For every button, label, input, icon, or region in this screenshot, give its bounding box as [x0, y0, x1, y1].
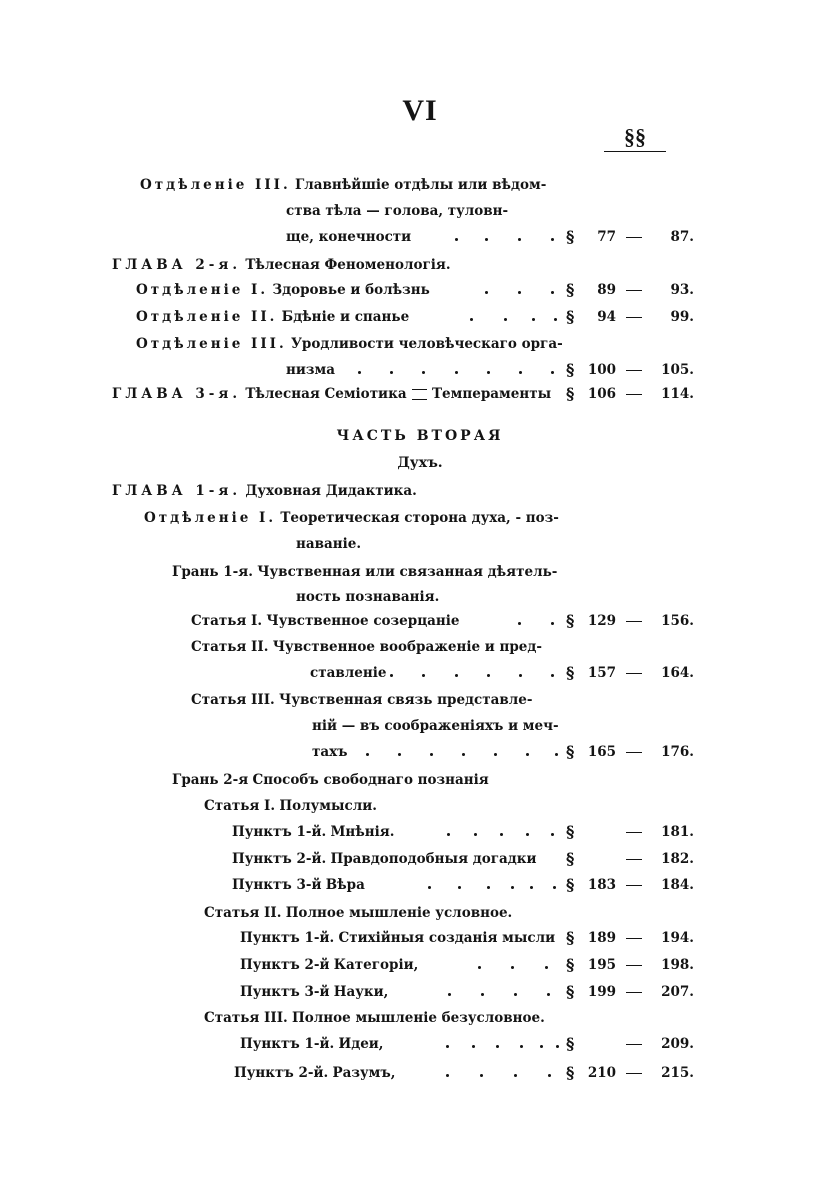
- entry-text-continuation: ства тѣла — голова, туловн-: [286, 203, 509, 219]
- section-from: 77: [597, 229, 616, 245]
- section-to: 176.: [661, 744, 694, 760]
- leader-dot: [547, 993, 550, 996]
- section-from: 157: [587, 665, 616, 681]
- leader-dot: [519, 674, 522, 677]
- toc-entry: [234, 1064, 395, 1082]
- section-to: 215.: [661, 1065, 694, 1081]
- entry-text: Чувственная связь представле-: [279, 692, 533, 708]
- toc-entry: [136, 281, 430, 299]
- leader-dot: [422, 674, 425, 677]
- leader-dot: [519, 371, 522, 374]
- leader-dot: [428, 886, 431, 889]
- section-symbol: §: [566, 663, 575, 682]
- toc-entry: [140, 176, 546, 194]
- section-to: 207.: [661, 984, 694, 1000]
- range-dash: [626, 859, 642, 860]
- leader-dot: [526, 833, 529, 836]
- leader-dot: [366, 753, 369, 756]
- leader-dot: [518, 238, 521, 241]
- sections-column-header: §§: [604, 124, 666, 152]
- toc-entry: [240, 983, 388, 1001]
- range-dash: [626, 290, 642, 291]
- article-label: Статья I.: [191, 613, 263, 629]
- toc-entry: [232, 823, 394, 841]
- range-dash: [626, 237, 642, 238]
- toc-entry: [144, 509, 559, 527]
- range-dash: [626, 938, 642, 939]
- leader-dot: [553, 886, 556, 889]
- leader-dot: [548, 1074, 551, 1077]
- section-symbol: §: [566, 280, 575, 299]
- entry-text-continuation: ще, конечности: [286, 229, 412, 245]
- entry-text: Чувственная или связанная дѣятель-: [257, 564, 558, 580]
- entry-text-continuation: тахъ: [312, 744, 348, 760]
- toc-entry: [112, 482, 417, 500]
- section-from: 129: [587, 613, 616, 629]
- toc-entry: [204, 797, 377, 815]
- division-label: Отдѣленіе III.: [136, 336, 287, 352]
- division-label: Отдѣленіе II.: [136, 309, 278, 325]
- entry-text: Полумысли.: [279, 798, 377, 814]
- section-symbol: §: [566, 928, 575, 947]
- leader-dot: [551, 622, 554, 625]
- entry-text: Вѣра: [325, 877, 365, 893]
- point-label: Пунктъ 3-й: [232, 877, 322, 893]
- leader-dot: [462, 753, 465, 756]
- leader-dot: [455, 238, 458, 241]
- page-number: VI: [402, 94, 438, 127]
- toc-entry: [136, 308, 409, 326]
- leader-dot: [358, 371, 361, 374]
- section-to: 198.: [661, 957, 694, 973]
- leader-dot: [500, 833, 503, 836]
- entry-text: Уродливости человѣческаго орга-: [290, 336, 563, 352]
- leader-dot: [485, 238, 488, 241]
- chapter-label: ГЛАВА 2-я.: [112, 257, 242, 273]
- entry-text: Разумъ,: [332, 1065, 396, 1081]
- section-from: 199: [587, 984, 616, 1000]
- toc-entry: [204, 904, 512, 922]
- section-symbol: §: [566, 742, 575, 761]
- leader-dot: [494, 753, 497, 756]
- leader-dot: [518, 622, 521, 625]
- leader-dot: [532, 318, 535, 321]
- section-symbol: §: [566, 227, 575, 246]
- leader-dot: [458, 886, 461, 889]
- section-from: 210: [587, 1065, 616, 1081]
- chapter-label: ГЛАВА 3-я.: [112, 386, 242, 402]
- point-label: Пунктъ 1-й.: [232, 824, 327, 840]
- section-to: 114.: [661, 386, 694, 402]
- entry-text: Способъ свободнаго познанія: [252, 772, 489, 788]
- leader-dot: [514, 1074, 517, 1077]
- leader-dot: [398, 753, 401, 756]
- leader-dot: [526, 753, 529, 756]
- leader-dot: [511, 966, 514, 969]
- section-symbol: §: [566, 849, 575, 868]
- entry-text: Чувственное воображеніе и пред-: [272, 639, 542, 655]
- range-dash: [626, 885, 642, 886]
- section-to: 182.: [661, 851, 694, 867]
- entry-text-continuation: наваніе.: [296, 536, 362, 552]
- section-from: 94: [597, 309, 616, 325]
- entry-text: Теоретическая сторона духа, - поз-: [280, 510, 559, 526]
- section-symbol: §: [566, 982, 575, 1001]
- range-dash: [626, 1073, 642, 1074]
- entry-text: Полное мышленіе безусловное.: [292, 1010, 545, 1026]
- section-to: 181.: [661, 824, 694, 840]
- leader-dot: [448, 993, 451, 996]
- leader-dot: [551, 833, 554, 836]
- section-to: 156.: [661, 613, 694, 629]
- leader-dot: [487, 886, 490, 889]
- entry-text: Науки,: [333, 984, 389, 1000]
- leader-dot: [480, 1074, 483, 1077]
- leader-dot: [485, 291, 488, 294]
- section-symbol: §: [566, 1034, 575, 1053]
- entry-text: Главнѣйшіе отдѣлы или вѣдом-: [294, 177, 547, 193]
- leader-dot: [551, 291, 554, 294]
- section-to: 209.: [661, 1036, 694, 1052]
- leader-dot: [470, 318, 473, 321]
- entry-text-continuation: ность познаванія.: [296, 589, 440, 605]
- point-label: Пунктъ 2-й: [240, 957, 330, 973]
- leader-dot: [540, 1045, 543, 1048]
- section-to: 164.: [661, 665, 694, 681]
- section-from: 89: [597, 282, 616, 298]
- leader-dot: [551, 674, 554, 677]
- section-from: 165: [587, 744, 616, 760]
- part-title: ЧАСТЬ ВТОРАЯ: [336, 428, 504, 444]
- leader-dot: [390, 371, 393, 374]
- toc-entry: [232, 876, 365, 894]
- leader-dot: [518, 291, 521, 294]
- entry-text: Стихійныя созданія мысли: [338, 930, 556, 946]
- leader-dot: [551, 371, 554, 374]
- entry-text: Идеи,: [338, 1036, 384, 1052]
- section-symbol: §: [566, 307, 575, 326]
- toc-entry: [204, 1009, 545, 1027]
- toc-entry: [240, 929, 555, 947]
- range-dash: [626, 992, 642, 993]
- leader-dot: [555, 753, 558, 756]
- section-to: 105.: [661, 362, 694, 378]
- entry-text: Мнѣнія.: [330, 824, 395, 840]
- range-dash: [626, 370, 642, 371]
- leader-dot: [390, 674, 393, 677]
- article-label: Статья III.: [204, 1010, 288, 1026]
- range-dash: [626, 621, 642, 622]
- toc-entry: [191, 612, 460, 630]
- section-to: 93.: [670, 282, 694, 298]
- section-symbol: §: [566, 875, 575, 894]
- division-label: Отдѣленіе I.: [136, 282, 269, 298]
- leader-dot: [530, 886, 533, 889]
- range-dash: [626, 752, 642, 753]
- leader-dot: [504, 318, 507, 321]
- leader-dot: [472, 1045, 475, 1048]
- entry-text: Тѣлесная Феноменологія.: [245, 257, 451, 273]
- leader-dot: [455, 371, 458, 374]
- equals-sign: [412, 389, 427, 400]
- leader-dot: [511, 886, 514, 889]
- range-dash: [626, 394, 642, 395]
- section-symbol: §: [566, 360, 575, 379]
- section-to: 184.: [661, 877, 694, 893]
- leader-dot: [430, 753, 433, 756]
- section-symbol: §: [566, 955, 575, 974]
- leader-dot: [478, 966, 481, 969]
- leader-dot: [481, 993, 484, 996]
- range-dash: [626, 317, 642, 318]
- facet-label: Грань 1-я.: [172, 564, 253, 580]
- facet-label: Грань 2-я: [172, 772, 249, 788]
- entry-text: Темпераменты: [432, 386, 552, 402]
- point-label: Пунктъ 1-й.: [240, 1036, 335, 1052]
- article-label: Статья II.: [204, 905, 282, 921]
- section-from: 100: [587, 362, 616, 378]
- section-to: 99.: [670, 309, 694, 325]
- section-from: 106: [587, 386, 616, 402]
- leader-dot: [446, 1074, 449, 1077]
- toc-entry: [191, 638, 542, 656]
- leader-dot: [487, 674, 490, 677]
- leader-dot: [556, 1045, 559, 1048]
- section-to: 87.: [670, 229, 694, 245]
- leader-dot: [554, 318, 557, 321]
- toc-entry: [172, 771, 489, 789]
- leader-dot: [422, 371, 425, 374]
- leader-dot: [455, 674, 458, 677]
- entry-text: Тѣлесная Семіотика: [245, 386, 407, 402]
- toc-entry: [240, 956, 418, 974]
- leader-dot: [514, 993, 517, 996]
- section-from: 189: [587, 930, 616, 946]
- division-label: Отдѣленіе I.: [144, 510, 277, 526]
- entry-text-continuation: низма: [286, 362, 335, 378]
- range-dash: [626, 673, 642, 674]
- leader-dot: [551, 238, 554, 241]
- article-label: Статья I.: [204, 798, 276, 814]
- section-symbol: §: [566, 1063, 575, 1082]
- entry-text: Правдоподобныя догадки: [330, 851, 537, 867]
- article-label: Статья II.: [191, 639, 269, 655]
- toc-entry: [112, 256, 451, 274]
- leader-dot: [496, 1045, 499, 1048]
- section-symbol: §: [566, 822, 575, 841]
- entry-text: Бдѣніе и спанье: [281, 309, 410, 325]
- section-to: 194.: [661, 930, 694, 946]
- leader-dot: [545, 966, 548, 969]
- section-symbol: §: [566, 611, 575, 630]
- toc-entry: [240, 1035, 384, 1053]
- entry-text: Чувственное созерцаніе: [266, 613, 460, 629]
- leader-dot: [446, 1045, 449, 1048]
- article-label: Статья III.: [191, 692, 275, 708]
- range-dash: [626, 832, 642, 833]
- range-dash: [626, 965, 642, 966]
- point-label: Пунктъ 3-й: [240, 984, 330, 1000]
- entry-text-continuation: ставленіе: [310, 665, 387, 681]
- section-from: 183: [587, 877, 616, 893]
- toc-entry: [172, 563, 557, 581]
- toc-entry: [136, 335, 563, 353]
- section-from: 195: [587, 957, 616, 973]
- entry-text: Категоріи,: [333, 957, 419, 973]
- toc-entry: [112, 385, 407, 403]
- entry-text-continuation: ній — въ соображеніяхъ и меч-: [312, 718, 559, 734]
- leader-dot: [520, 1045, 523, 1048]
- entry-text: Полное мышленіе условное.: [285, 905, 513, 921]
- section-symbol: §: [566, 384, 575, 403]
- entry-text: Духовная Дидактика.: [245, 483, 417, 499]
- leader-dot: [447, 833, 450, 836]
- part-subtitle: Духъ.: [397, 455, 443, 471]
- range-dash: [626, 1044, 642, 1045]
- point-label: Пунктъ 1-й.: [240, 930, 335, 946]
- point-label: Пунктъ 2-й.: [234, 1065, 329, 1081]
- entry-text: Здоровье и болѣзнь: [272, 282, 430, 298]
- leader-dot: [487, 371, 490, 374]
- toc-entry: [232, 850, 537, 868]
- leader-dot: [474, 833, 477, 836]
- division-label: Отдѣленіе III.: [140, 177, 291, 193]
- chapter-label: ГЛАВА 1-я.: [112, 483, 242, 499]
- toc-entry: [191, 691, 532, 709]
- point-label: Пунктъ 2-й.: [232, 851, 327, 867]
